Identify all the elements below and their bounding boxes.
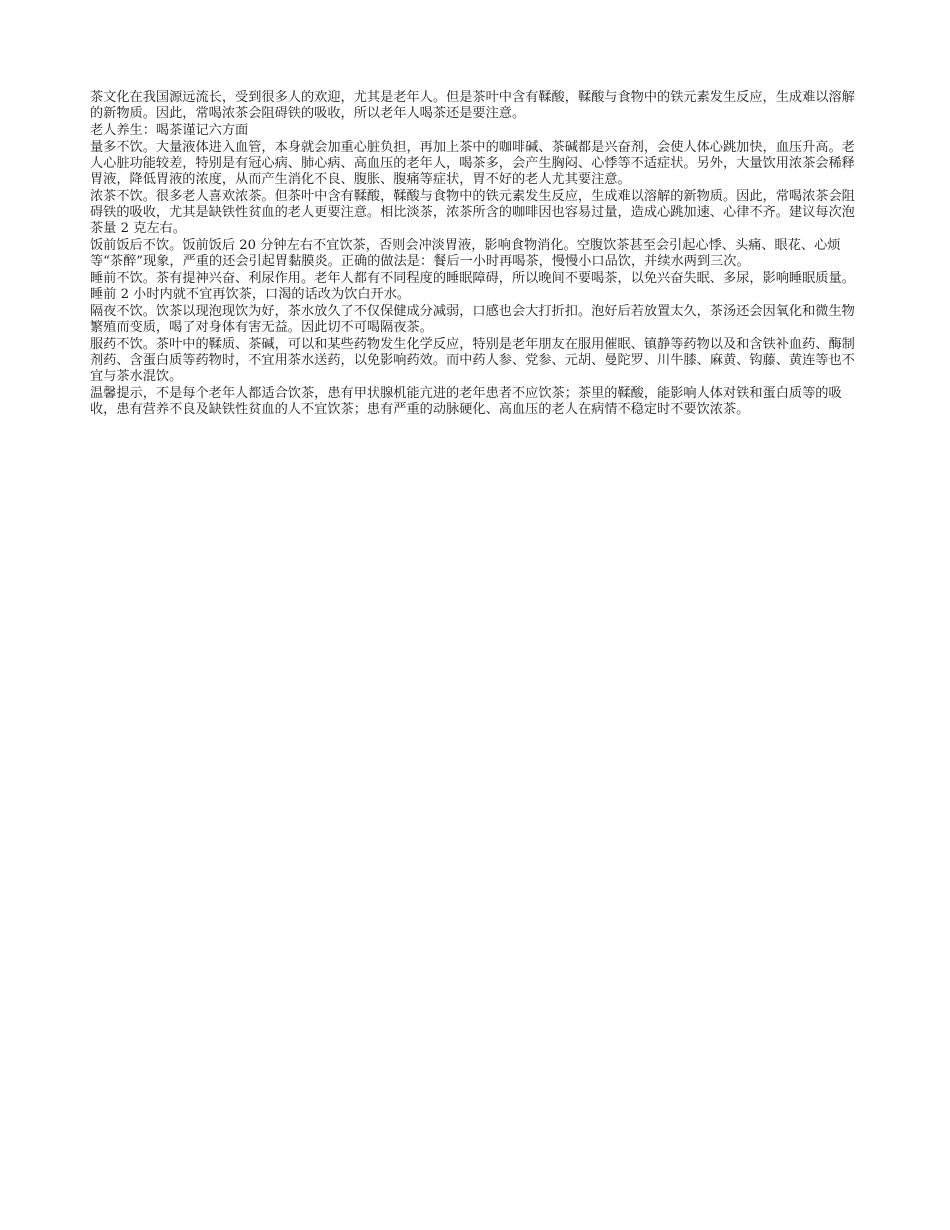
paragraph-overnight: 隔夜不饮。饮茶以现泡现饮为好，茶水放久了不仅保健成分减弱，口感也会大打折扣。泡好后若放置太久，茶汤还会因氧化和微生物繁殖而变质，喝了对身体有害无益。因此切不可喝隔夜茶。 — [90, 304, 855, 335]
intro-paragraph: 茶文化在我国源远流长，受到很多人的欢迎，尤其是老年人。但是茶叶中含有鞣酸，鞣酸与食物中的铁元素发生反应，生成难以溶解的新物质。因此，常喝浓茶会阻碍铁的吸收，所以老年人喝茶还是要注意。 — [90, 90, 855, 121]
section-heading: 老人养生：喝茶谨记六方面 — [90, 123, 249, 138]
paragraph-meals: 饭前饭后不饮。饭前饭后 20 分钟左右不宜饮茶，否则会冲淡胃液，影响食物消化。空腹饮茶甚至会引起心悸、头痛、眼花、心烦等“茶醉”现象，严重的还会引起胃黏膜炎。正确的做法是：餐后一小时再喝茶，慢慢小口品饮，并续水两到三次。 — [90, 238, 841, 269]
paragraph-quantity: 量多不饮。大量液体进入血管，本身就会加重心脏负担，再加上茶中的咖啡碱、茶碱都是兴奋剂，会使人体心跳加快，血压升高。老人心脏功能较差，特别是有冠心病、肺心病、高血压的老年人，喝茶多，会产生胸闷、心悸等不适症状。另外，大量饮用浓茶会稀释胃液，降低胃液的浓度，从而产生消化不良、腹胀、腹痛等症状，胃不好的老人尤其要注意。 — [90, 140, 855, 187]
paragraph-bedtime: 睡前不饮。茶有提神兴奋、利尿作用。老年人都有不同程度的睡眠障碍，所以晚间不要喝茶，以免兴奋失眠、多尿，影响睡眠质量。睡前 2 小时内就不宜再饮茶，口渴的话改为饮白开水。 — [90, 271, 855, 302]
paragraph-strong-tea: 浓茶不饮。很多老人喜欢浓茶。但茶叶中含有鞣酸，鞣酸与食物中的铁元素发生反应，生成难以溶解的新物质。因此，常喝浓茶会阻碍铁的吸收，尤其是缺铁性贫血的老人更要注意。相比淡茶，浓茶所含的咖啡因也容易过量，造成心跳加速、心律不齐。建议每次泡茶量 2 克左右。 — [90, 189, 855, 236]
document-body — [90, 90, 858, 419]
paragraph-tip: 温馨提示，不是每个老年人都适合饮茶，患有甲状腺机能亢进的老年患者不应饮茶；茶里的鞣酸，能影响人体对铁和蛋白质等的吸收，患有营养不良及缺铁性贫血的人不宜饮茶；患有严重的动脉硬化、高血压的老人在病情不稳定时不要饮浓茶。 — [90, 386, 842, 417]
paragraph-medicine: 服药不饮。茶叶中的鞣质、茶碱，可以和某些药物发生化学反应，特别是老年朋友在服用催眠、镇静等药物以及和含铁补血药、酶制剂药、含蛋白质等药物时，不宜用茶水送药，以免影响药效。而中药人参、党参、元胡、曼陀罗、川牛膝、麻黄、钩藤、黄连等也不宜与茶水混饮。 — [90, 337, 855, 384]
